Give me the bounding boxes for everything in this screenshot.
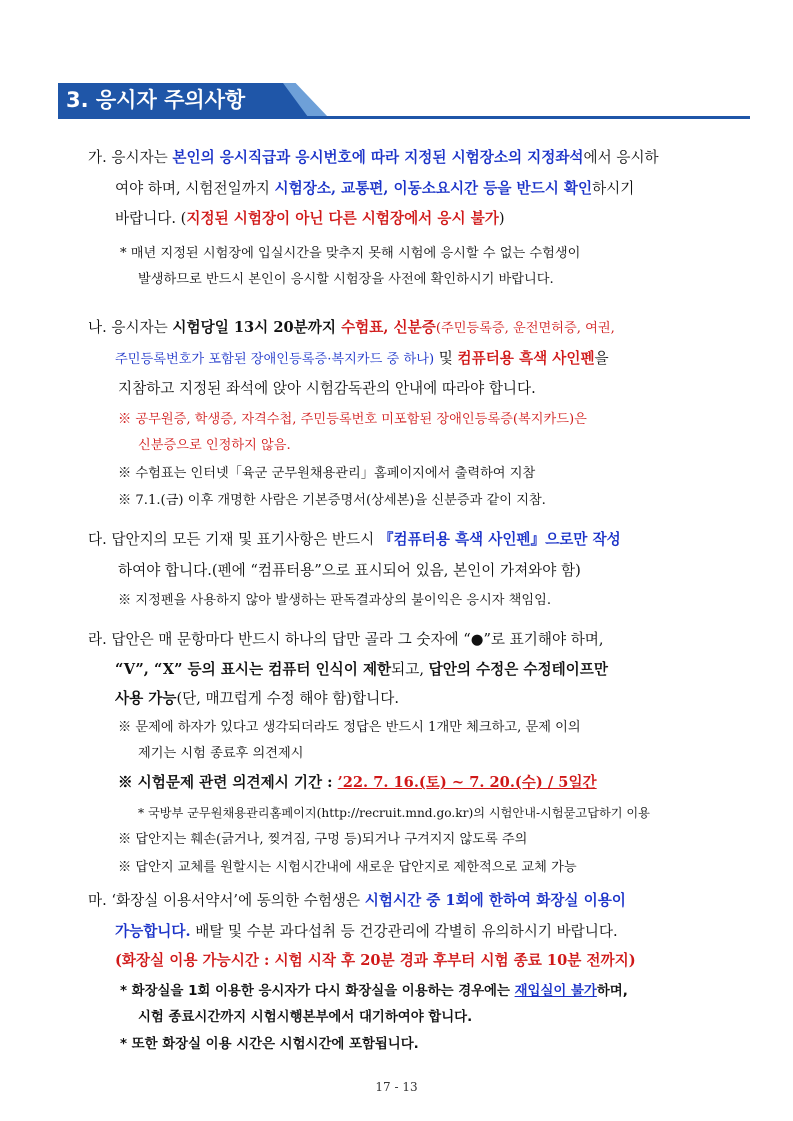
item-ra-line1: 라. 답안은 매 문항마다 반드시 하나의 답만 골라 그 숫자에 “●”로 표기해야 하며, [88,631,604,648]
item-na-line1: 나. 응시자는 시험당일 13시 20분까지 수험표, 신분증(주민등록증, 운전면허증, 여권, [88,319,615,336]
item-ga-line2: 여야 하며, 시험전일까지 시험장소, 교통편, 이동소요시간 등을 반드시 확인하시기 [115,180,635,197]
item-ga-note2: 발생하므로 반드시 본인이 응시할 시험장을 사전에 확인하시기 바랍니다. [138,272,554,287]
item-ga-note1: * 매년 지정된 시험장에 입실시간을 맞추지 못해 시험에 응시할 수 없는 수험생이 [120,246,581,261]
item-ra-note3: ※ 시험문제 관련 의견제시 기간 : ’22. 7. 16.(토) ~ 7. 20.(수) / 5일간 [118,774,597,791]
item-ra-note1: ※ 문제에 하자가 있다고 생각되더라도 정답은 반드시 1개만 체크하고, 문제 이의 [118,720,581,735]
item-ma-note2: 시험 종료시간까지 시험시행본부에서 대기하여야 합니다. [138,1010,473,1025]
item-na-line3: 지참하고 지정된 좌석에 앉아 시험감독관의 안내에 따라야 합니다. [118,380,536,397]
item-ra-line2: “V”, “X” 등의 표시는 컴퓨터 인식이 제한되고, 답안의 수정은 수정테이프만 [115,661,608,678]
item-ra-note6: ※ 답안지 교체를 원할시는 시험시간내에 새로운 답안지로 제한적으로 교체 가능 [118,860,577,875]
item-da-line2: 하여야 합니다.(펜에 “컴퓨터용”으로 표시되어 있음, 본인이 가져와야 함) [118,562,581,579]
header-underline [58,116,750,119]
item-na-note2: 신분증으로 인정하지 않음. [138,438,291,453]
item-na-note1: ※ 공무원증, 학생증, 자격수첩, 주민등록번호 미포함된 장애인등록증(복지카드)은 [118,412,587,427]
item-ra-note5: ※ 답안지는 훼손(긁거나, 찢겨짐, 구멍 등)되거나 구겨지지 않도록 주의 [118,832,528,847]
section-title: 3. 응시자 주의사항 [66,88,246,112]
item-ga-line3: 바랍니다. (지정된 시험장이 아닌 다른 시험장에서 응시 불가) [115,210,505,227]
item-na-note3: ※ 수험표는 인터넷「육군 군무원채용관리」홈페이지에서 출력하여 지참 [118,466,536,481]
section-header [58,83,750,119]
item-ga-line1: 가. 응시자는 본인의 응시직급과 응시번호에 따라 지정된 시험장소의 지정좌석에서 응시하 [88,149,659,166]
item-ra-line3: 사용 가능(단, 매끄럽게 수정 해야 함)합니다. [115,690,399,707]
item-na-note4: ※ 7.1.(금) 이후 개명한 사람은 기본증명서(상세본)을 신분증과 같이 지참. [118,493,546,508]
item-ma-line1: 마. ‘화장실 이용서약서’에 동의한 수험생은 시험시간 중 1회에 한하여 화장실 이용이 [88,892,626,909]
item-na-line2: 주민등록번호가 포함된 장애인등록증·복지카드 중 하나) 및 컴퓨터용 흑색 사인펜을 [115,350,609,367]
item-ma-note3: * 또한 화장실 이용 시간은 시험시간에 포함됩니다. [120,1037,419,1052]
page-number: 17 - 13 [375,1080,418,1094]
item-ra-note2: 제기는 시험 종료후 의견제시 [138,746,304,761]
item-ma-note1: * 화장실을 1회 이용한 응시자가 다시 화장실을 이용하는 경우에는 재입실이 불가하며, [120,984,628,999]
item-ma-line2: 가능합니다. 배탈 및 수분 과다섭취 등 건강관리에 각별히 유의하시기 바랍니다. [115,923,618,940]
item-ra-note4: * 국방부 군무원채용관리홈페이지(http://recruit.mnd.go.kr)의 시험안내-시험묻고답하기 이용 [138,806,650,820]
item-ma-line3: (화장실 이용 가능시간 : 시험 시작 후 20분 경과 후부터 시험 종료 10분 전까지) [115,952,636,969]
item-da-line1: 다. 답안지의 모든 기재 및 표기사항은 반드시 『컴퓨터용 흑색 사인펜』으로만 작성 [88,531,621,548]
item-da-note1: ※ 지정펜을 사용하지 않아 발생하는 판독결과상의 불이익은 응시자 책임임. [118,593,552,608]
